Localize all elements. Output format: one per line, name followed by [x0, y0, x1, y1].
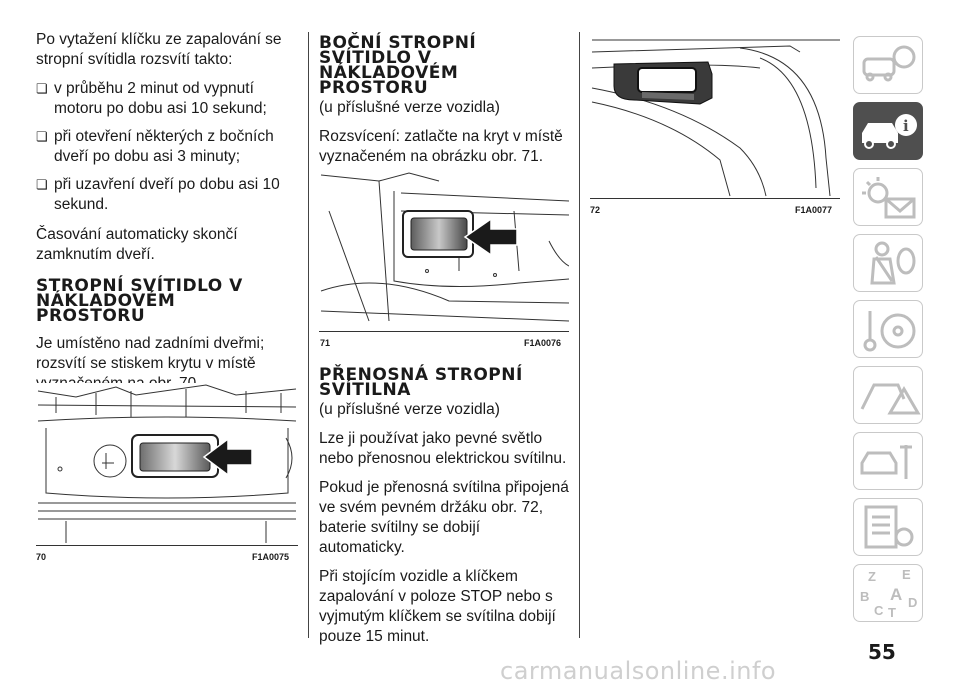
- figure-71-code: F1A0076: [524, 338, 562, 348]
- watermark: carmanualsonline.info: [500, 657, 777, 685]
- middle-column-lower: [319, 365, 569, 656]
- figure-72-illustration: [590, 38, 840, 198]
- car-maintenance-icon: [854, 433, 924, 491]
- left-column: [36, 30, 298, 403]
- chapter-tab-technical-data[interactable]: [853, 498, 923, 556]
- figure-72-code: F1A0077: [795, 205, 833, 215]
- index-letter: Z: [868, 569, 876, 584]
- section-heading-side-light: BOČNÍ STROPNÍ SVÍTIDLO V NÁKLADOVÉM PROSTORU: [319, 33, 477, 98]
- figure-71-illustration: [319, 171, 569, 331]
- side-light-body: Rozsvícení: zatlačte na kryt v místě vyznačeném na obrázku obr. 71.: [319, 128, 563, 165]
- svg-text:i: i: [903, 117, 909, 135]
- page-number: 55: [868, 640, 896, 664]
- intro-text: Po vytažení klíčku ze zapalování se stropní svítidla rozsvítí takto:: [36, 31, 282, 68]
- chapter-tab-safety[interactable]: [853, 234, 923, 292]
- paragraph: Pokud je přenosná svítilna připojená ve svém pevném držáku obr. 72, baterie svítilny se dobijí automaticky.: [319, 479, 569, 556]
- list-item: ❏ při otevření některých z bočních dveří po dobu asi 3 minuty;: [36, 127, 298, 167]
- figure-72-number: 72: [590, 205, 601, 215]
- figure-70: [36, 383, 298, 545]
- chapter-tab-index[interactable]: [853, 564, 923, 622]
- figure-71-number: 71: [320, 338, 331, 348]
- column-divider: [308, 32, 309, 638]
- seatbelt-airbag-icon: [854, 235, 924, 293]
- chapter-tab-info[interactable]: [853, 102, 923, 160]
- chapter-tab-starting[interactable]: [853, 300, 923, 358]
- paragraph: Při stojícím vozidle a klíčkem zapalování v poloze STOP nebo s vyjmutým klíčkem se svítilna dobijí pouze 15 minut.: [319, 568, 556, 645]
- list-item: ❏ při uzavření dveří po dobu asi 10 sekund.: [36, 175, 298, 215]
- chapter-tab-warnings[interactable]: [853, 168, 923, 226]
- figure-71-rule: [319, 331, 569, 332]
- rear-light-body: Je umístěno nad zadními dveřmi; rozsvítí se stiskem krytu v místě: [36, 335, 265, 372]
- section-heading-rear-light: STROPNÍ SVÍTIDLO V NÁKLADOVÉM PROSTORU: [36, 276, 243, 326]
- chapter-tab-dashboard[interactable]: [853, 36, 923, 94]
- car-info-icon: [854, 103, 924, 161]
- section-heading-portable-lamp: PŘENOSNÁ STROPNÍ SVÍTILNA: [319, 365, 523, 400]
- column-divider: [579, 32, 580, 638]
- list-item: ❏ v průběhu 2 minut od vypnutí motoru po dobu asi 10 sekund;: [36, 79, 298, 119]
- version-note: (u příslušné verze vozidla): [319, 401, 500, 418]
- figure-70-number: 70: [36, 552, 47, 562]
- chapter-sidebar: [853, 36, 925, 630]
- car-dashboard-icon: [854, 37, 924, 95]
- figure-71: [319, 171, 569, 331]
- chapter-tab-emergency[interactable]: [853, 366, 923, 424]
- index-letter: C: [874, 603, 884, 618]
- figure-72-rule: [590, 198, 840, 199]
- index-letter: D: [908, 595, 918, 610]
- figure-70-illustration: [36, 383, 298, 545]
- chapter-tab-maintenance[interactable]: [853, 432, 923, 490]
- index-letter: B: [860, 589, 870, 604]
- figure-70-rule: [36, 545, 298, 546]
- index-letter: A: [890, 585, 903, 604]
- index-letter: E: [902, 567, 911, 582]
- figure-70-code: F1A0075: [252, 552, 290, 562]
- emergency-triangle-icon: [854, 367, 924, 425]
- middle-column: [319, 33, 569, 176]
- technical-data-icon: [854, 499, 924, 557]
- figure-72: [590, 38, 840, 198]
- paragraph: Lze ji používat jako pevné světlo nebo přenosnou elektrickou svítilnu.: [319, 430, 567, 467]
- key-steering-wheel-icon: [854, 301, 924, 359]
- timing-text: Časování automaticky skončí zamknutím dveří.: [36, 226, 238, 263]
- index-letter: T: [888, 605, 896, 620]
- version-note: (u příslušné verze vozidla): [319, 99, 500, 116]
- warning-light-icon: [854, 169, 924, 227]
